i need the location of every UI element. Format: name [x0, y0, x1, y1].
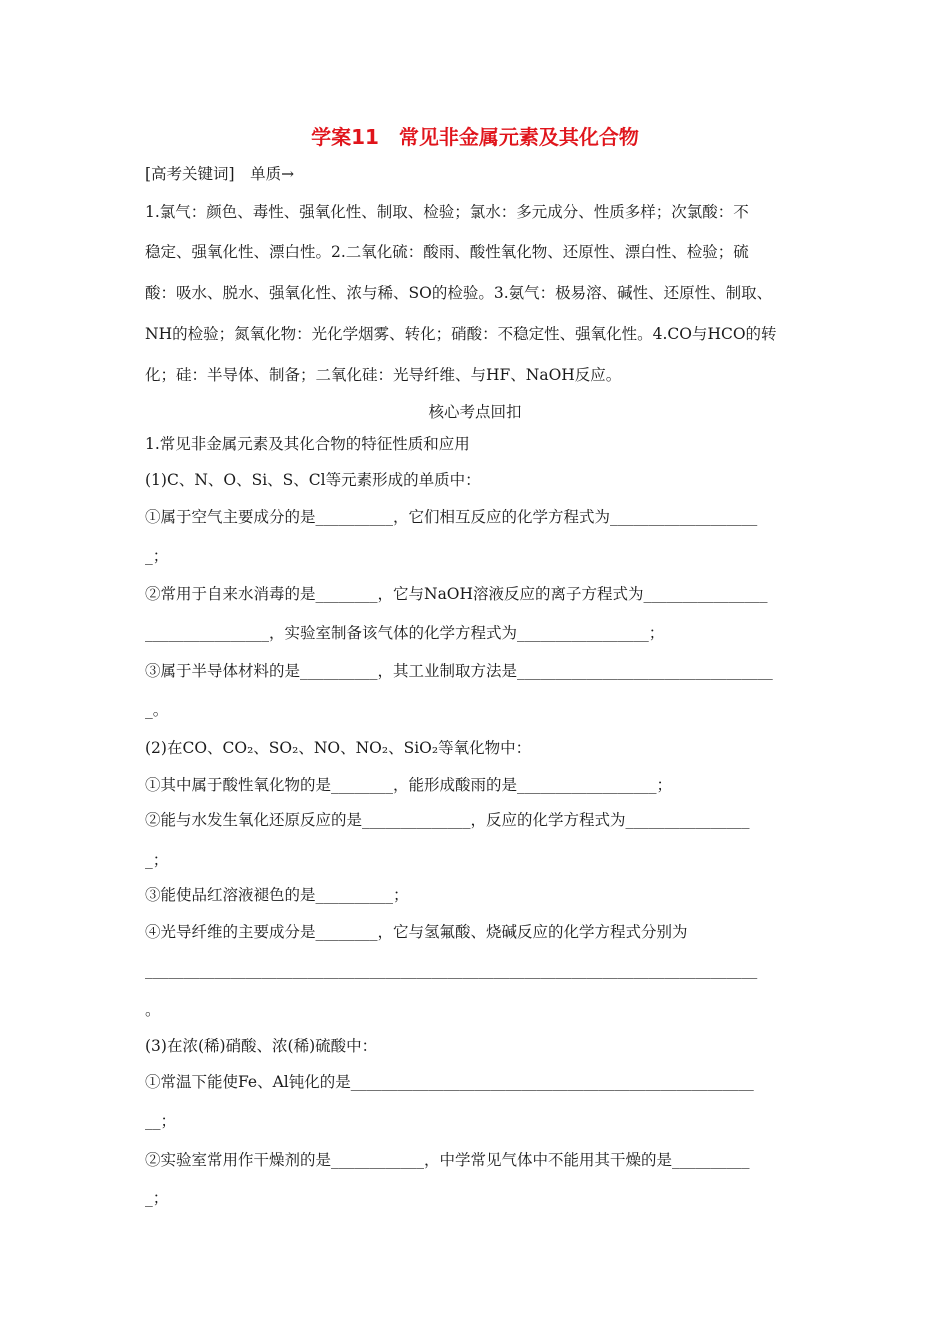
body-line: (1)C、N、O、Si、S、Cl等元素形成的单质中： [145, 471, 481, 489]
section-title: 核心考点回扣 [428, 403, 522, 421]
body-line: (3)在浓(稀)硝酸、浓(稀)硫酸中： [145, 1037, 378, 1055]
body-line: ④光导纤维的主要成分是________，它与氢氟酸、烧碱反应的化学方程式分别为 [145, 923, 688, 941]
body-line: __； [145, 1112, 177, 1130]
page-title: 学案11 常见非金属元素及其化合物 [311, 125, 639, 149]
body-line: _； [145, 547, 169, 565]
body-line: 。 [145, 1001, 161, 1019]
keywords-line: 稳定、强氧化性、漂白性。2.二氧化硫：酸雨、酸性氧化物、还原性、漂白性、检验；硫 [145, 243, 749, 261]
body-line: 1.常见非金属元素及其化合物的特征性质和应用 [145, 435, 470, 453]
keywords-line: 1.氯气：颜色、毒性、强氧化性、制取、检验；氯水：多元成分、性质多样；次氯酸：不 [145, 203, 749, 221]
body-line: _； [145, 851, 169, 869]
keywords-line: NH的检验；氮氧化物：光化学烟雾、转化；硝酸：不稳定性、强氧化性。4.CO与HCO的转 [145, 325, 777, 343]
body-line: (2)在CO、CO₂、SO₂、NO、NO₂、SiO₂等氧化物中： [145, 739, 532, 757]
body-line: _。 [145, 701, 169, 719]
body-line: ①常温下能使Fe、Al钝化的是____________________________________________________ [145, 1073, 754, 1091]
body-line: ②能与水发生氧化还原反应的是______________，反应的化学方程式为________________ [145, 811, 750, 829]
keywords-line: 酸：吸水、脱水、强氧化性、浓与稀、SO的检验。3.氨气：极易溶、碱性、还原性、制取、 [145, 284, 773, 302]
keywords-header: [高考关键词] 单质→ [145, 165, 295, 183]
answer-blank-line: _______________________________________________________________________________ [145, 961, 758, 979]
body-line: ②常用于自来水消毒的是________，它与NaOH溶液反应的离子方程式为________________ [145, 585, 768, 603]
body-line: ③属于半导体材料的是__________，其工业制取方法是_________________________________ [145, 662, 773, 680]
body-line: ③能使品红溶液褪色的是__________； [145, 886, 409, 904]
body-line: _； [145, 1189, 169, 1207]
body-line: ①属于空气主要成分的是__________，它们相互反应的化学方程式为___________________ [145, 508, 758, 526]
body-line: ________________，实验室制备该气体的化学方程式为_________________； [145, 624, 665, 642]
body-line: ②实验室常用作干燥剂的是____________，中学常见气体中不能用其干燥的是__________ [145, 1151, 750, 1169]
body-line: ①其中属于酸性氧化物的是________，能形成酸雨的是__________________； [145, 776, 673, 794]
keywords-line: 化；硅：半导体、制备；二氧化硅：光导纤维、与HF、NaOH反应。 [145, 366, 622, 384]
